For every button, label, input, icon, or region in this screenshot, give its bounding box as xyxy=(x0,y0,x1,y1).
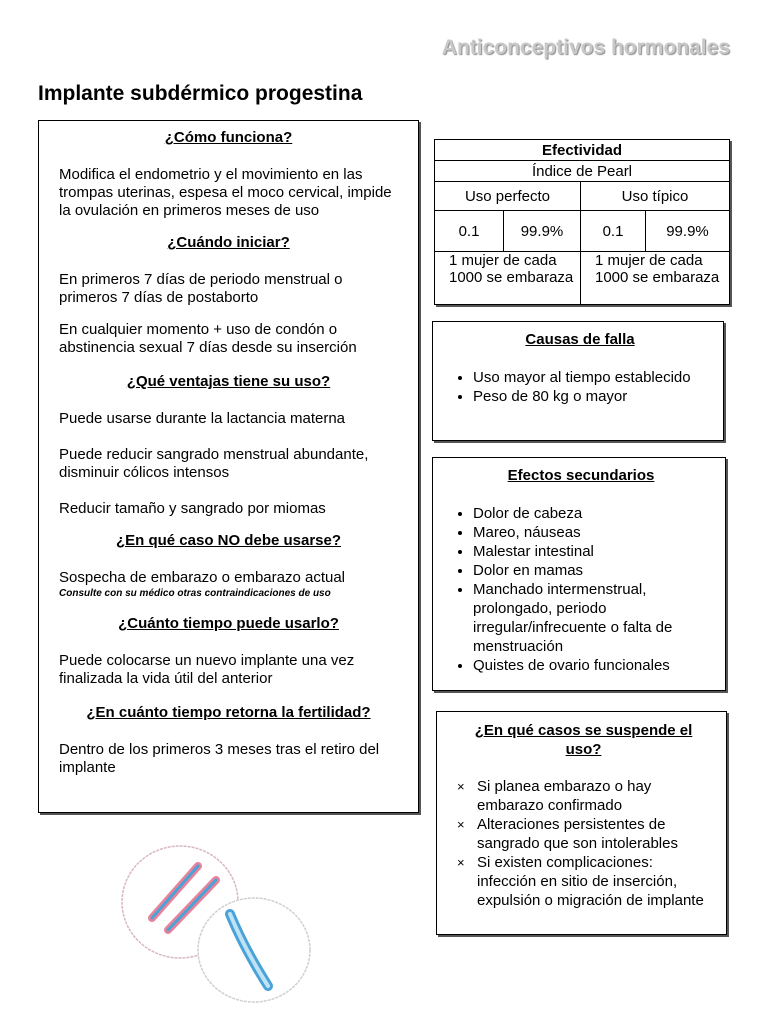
how-heading: ¿Cómo funciona? xyxy=(164,129,293,146)
list-item: × Alteraciones persistentes de sangrado que son intolerables xyxy=(457,816,678,852)
contraindication-note: Consulte con su médico otras contraindicaciones de uso xyxy=(59,588,331,599)
suspend-panel xyxy=(436,711,727,935)
typical-use-label: Uso típico xyxy=(581,182,730,211)
list-item: • Quistes de ovario funcionales xyxy=(473,656,711,675)
list-item: • Dolor de cabeza xyxy=(473,504,711,523)
advantages-heading: ¿Qué ventajas tiene su uso? xyxy=(126,373,331,390)
list-item: × Si existen complicaciones: infección en sitio de inserción, expulsión o migración de implante xyxy=(457,854,704,909)
duration-heading: ¿Cuánto tiempo puede usarlo? xyxy=(118,615,339,632)
list-item: • Manchado intermenstrual, prolongado, periodo irregular/infrecuente o falta de menstruación xyxy=(473,580,711,656)
contraindication-text: Sospecha de embarazo o embarazo actual xyxy=(59,569,346,586)
cross-bullet-icon: × xyxy=(457,855,465,870)
when-text-2: En cualquier momento + uso de condón o abstinencia sexual 7 días desde su inserción xyxy=(59,321,357,356)
how-text: Modifica el endometrio y el movimiento en las trompas uterinas, espesa el moco cervical, impide la ovulación en primeros meses de uso xyxy=(59,166,392,219)
list-item: • Uso mayor al tiempo establecido xyxy=(473,368,709,387)
advantages-text-2: Puede reducir sangrado menstrual abundante, disminuir cólicos intensos xyxy=(59,446,369,481)
perfect-use-label: Uso perfecto xyxy=(435,182,581,211)
perfect-percent-value: 99.9% xyxy=(504,211,581,252)
failure-heading: Causas de falla xyxy=(525,331,635,348)
fertility-heading: ¿En cuánto tiempo retorna la fertilidad? xyxy=(86,704,371,721)
failure-list xyxy=(451,368,709,406)
perfect-use-note: 1 mujer de cada 1000 se embaraza xyxy=(435,252,581,305)
typical-percent-value: 99.9% xyxy=(646,211,730,252)
right-circle xyxy=(198,898,310,1002)
list-item: • Peso de 80 kg o mayor xyxy=(473,387,709,406)
effectiveness-table xyxy=(434,139,730,305)
side-effects-heading: Efectos secundarios xyxy=(507,467,655,484)
advantages-text-1: Puede usarse durante la lactancia materna xyxy=(59,410,346,427)
info-panel xyxy=(38,120,419,813)
side-effects-panel xyxy=(432,457,726,691)
section-title: Anticonceptivos hormonales xyxy=(441,36,730,59)
failure-causes-panel xyxy=(432,321,724,441)
when-heading: ¿Cuándo iniciar? xyxy=(167,234,290,251)
list-item: • Mareo, náuseas xyxy=(473,523,711,542)
suspend-heading: ¿En qué casos se suspende el uso? xyxy=(474,722,693,758)
pearl-index-label: Índice de Pearl xyxy=(435,161,730,182)
effectiveness-title: Efectividad xyxy=(435,140,730,161)
side-effects-list xyxy=(451,504,711,675)
cross-bullet-icon: × xyxy=(457,779,465,794)
implant-illustration xyxy=(118,838,318,1006)
contraindication-heading: ¿En qué caso NO debe usarse? xyxy=(115,532,342,549)
fertility-text: Dentro de los primeros 3 meses tras el retiro del implante xyxy=(59,741,380,776)
typical-use-note: 1 mujer de cada 1000 se embaraza xyxy=(581,252,730,305)
advantages-text-3: Reducir tamaño y sangrado por miomas xyxy=(59,500,326,517)
suspend-list xyxy=(455,777,712,910)
typical-index-value: 0.1 xyxy=(581,211,646,252)
perfect-index-value: 0.1 xyxy=(435,211,504,252)
duration-text: Puede colocarse un nuevo implante una vez finalizada la vida útil del anterior xyxy=(59,652,355,687)
list-item: • Malestar intestinal xyxy=(473,542,711,561)
when-text-1: En primeros 7 días de periodo menstrual o primeros 7 días de postaborto xyxy=(59,271,343,306)
cross-bullet-icon: × xyxy=(457,817,465,832)
list-item: • Dolor en mamas xyxy=(473,561,711,580)
page-title: Implante subdérmico progestina xyxy=(38,82,363,105)
list-item: × Si planea embarazo o hay embarazo confirmado xyxy=(457,778,652,814)
